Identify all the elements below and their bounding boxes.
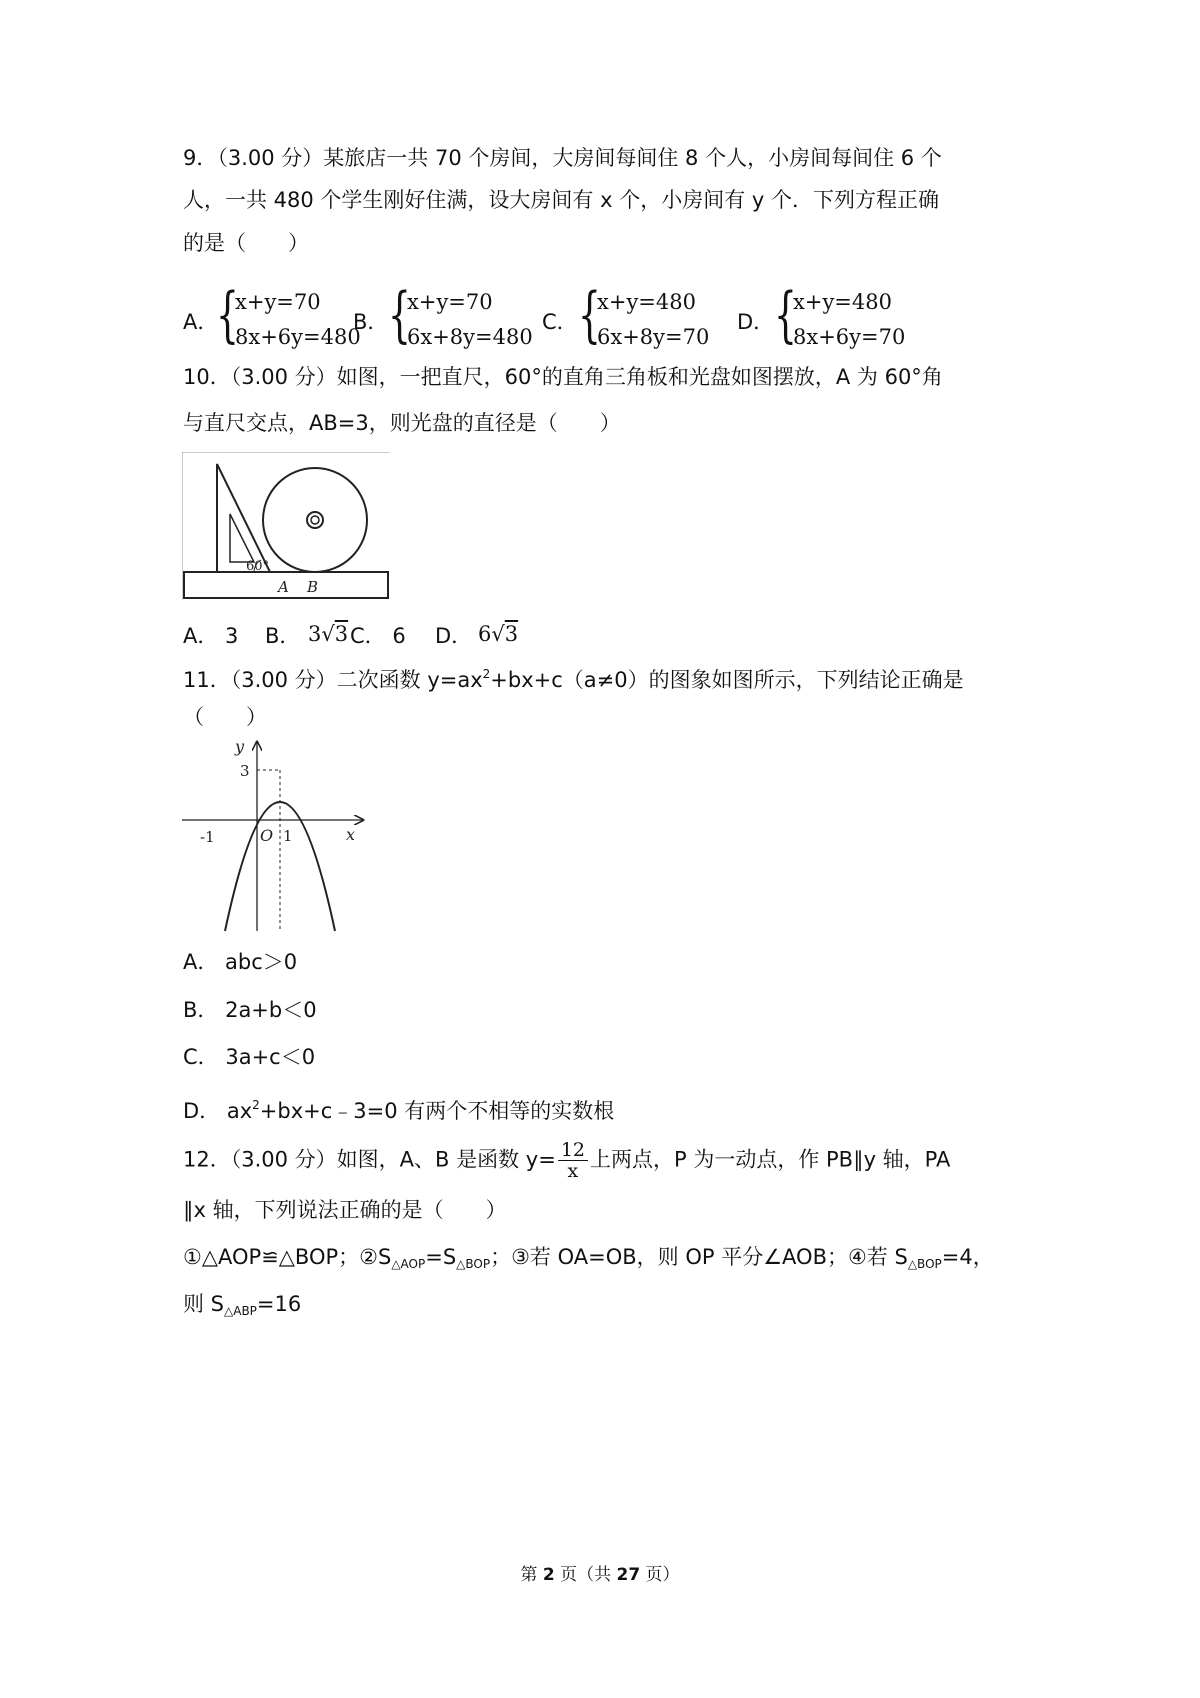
text: 则 S xyxy=(183,1292,225,1316)
q10-text-line-1: 10．（3.00 分）如图，一把直尺，60°的直角三角板和光盘如图摆放，A 为 60°角 xyxy=(183,365,943,389)
q10-option-d-label: D． xyxy=(435,624,473,648)
text: 12．（3.00 分）如图，A、B 是函数 y= xyxy=(183,1147,556,1172)
q10-option-c: C． 6 xyxy=(350,624,406,648)
brace-icon: { xyxy=(388,280,411,350)
option-label: B． xyxy=(353,310,389,334)
q11-option-d xyxy=(183,1091,614,1125)
q10-figure xyxy=(182,452,392,600)
q11-option-c: C． 3a+c＜0 xyxy=(183,1045,316,1069)
text: 上两点，P 为一动点，作 PB∥y 轴，PA xyxy=(590,1147,951,1172)
equation-2: 8x+6y=480 xyxy=(235,325,361,349)
brace-icon: { xyxy=(774,280,797,350)
denominator: x xyxy=(567,1160,579,1182)
equation-1: x+y=70 xyxy=(235,290,321,314)
point-b-label: B xyxy=(307,578,319,596)
disc-hole-inner xyxy=(311,516,319,524)
coefficient: 3 xyxy=(308,622,322,646)
q10-text-line-2: 与直尺交点，AB=3，则光盘的直径是（ ） xyxy=(183,411,621,435)
disc xyxy=(263,468,367,572)
text: ①△AOP≌△BOP；②S xyxy=(183,1245,392,1269)
equation-1: x+y=70 xyxy=(407,290,493,314)
q11-text-line-1 xyxy=(183,660,964,694)
text: D． ax xyxy=(183,1099,253,1123)
option-label: A． xyxy=(183,310,219,334)
equation-1: x+y=480 xyxy=(793,290,892,314)
x-axis-label: x xyxy=(346,825,356,844)
q9-text-line-3: 的是（ ） xyxy=(183,231,309,255)
brace-icon: { xyxy=(578,280,601,350)
text: =S xyxy=(425,1245,457,1269)
sqrt-icon: √ xyxy=(321,622,335,646)
q12-text-line-3 xyxy=(183,1243,994,1278)
q10-option-a: A． 3 xyxy=(183,624,239,648)
page-number: 2 xyxy=(542,1565,555,1585)
superscript: 2 xyxy=(482,667,491,681)
text: +bx+c（a≠0）的图象如图所示，下列结论正确是 xyxy=(490,668,964,692)
q9-text-line-1: 9．（3.00 分）某旅店一共 70 个房间，大房间每间住 8 个人，小房间每间住 6 个 xyxy=(183,146,942,170)
text: 页） xyxy=(640,1565,680,1585)
y-axis-label: y xyxy=(235,738,245,756)
numerator: 12 xyxy=(558,1140,588,1161)
superscript: 2 xyxy=(252,1098,260,1112)
q10-option-b-label: B． xyxy=(265,624,301,648)
option-label: C． xyxy=(542,310,578,334)
text: 第 xyxy=(520,1565,543,1585)
text: 11．（3.00 分）二次函数 y=ax xyxy=(183,668,483,692)
equation-1: x+y=480 xyxy=(597,290,696,314)
text: =16 xyxy=(256,1292,302,1316)
q12-text-line-1 xyxy=(183,1140,950,1181)
q11-text-line-2: （ ） xyxy=(183,705,267,729)
radicand: 3 xyxy=(334,622,349,646)
triangle-inner xyxy=(230,514,254,562)
subscript: △BOP xyxy=(907,1257,942,1271)
text: ；③若 OA=OB，则 OP 平分∠AOB；④若 S xyxy=(490,1245,908,1269)
x-tick-pos-label: 1 xyxy=(283,827,293,845)
equation-2: 8x+6y=70 xyxy=(793,325,906,349)
q11-figure xyxy=(180,738,365,933)
q11-option-b: B． 2a+b＜0 xyxy=(183,998,317,1022)
equation-2: 6x+8y=70 xyxy=(597,325,710,349)
page-footer xyxy=(0,1560,1200,1585)
sqrt-icon: √ xyxy=(491,622,505,646)
fraction xyxy=(558,1140,588,1181)
q9-text-line-2: 人，一共 480 个学生刚好住满，设大房间有 x 个，小房间有 y 个．下列方程正确 xyxy=(183,188,939,212)
q11-option-a: A． abc＞0 xyxy=(183,950,298,974)
equation-2: 6x+8y=480 xyxy=(407,325,533,349)
text: +bx+c﹣3=0 有两个不相等的实数根 xyxy=(259,1099,615,1123)
radicand: 3 xyxy=(504,622,519,646)
disc-hole xyxy=(307,512,323,528)
x-tick-neg-label: -1 xyxy=(200,828,215,846)
y-tick-label: 3 xyxy=(240,762,250,780)
q12-text-line-4 xyxy=(183,1290,301,1325)
angle-label: 60° xyxy=(246,559,270,574)
brace-icon: { xyxy=(216,280,239,350)
subscript: △AOP xyxy=(391,1257,426,1271)
text: =4， xyxy=(941,1245,994,1269)
q12-text-line-2: ∥x 轴，下列说法正确的是（ ） xyxy=(183,1198,507,1222)
origin-label: O xyxy=(260,826,274,845)
q10-option-b-value xyxy=(308,620,348,648)
option-label: D． xyxy=(737,310,775,334)
text: 页（共 xyxy=(554,1565,617,1585)
subscript: △BOP xyxy=(456,1257,491,1271)
total-pages: 27 xyxy=(616,1565,641,1585)
subscript: △ABP xyxy=(224,1304,257,1318)
point-a-label: A xyxy=(278,578,289,596)
q10-option-d-value xyxy=(478,620,518,648)
coefficient: 6 xyxy=(478,622,492,646)
